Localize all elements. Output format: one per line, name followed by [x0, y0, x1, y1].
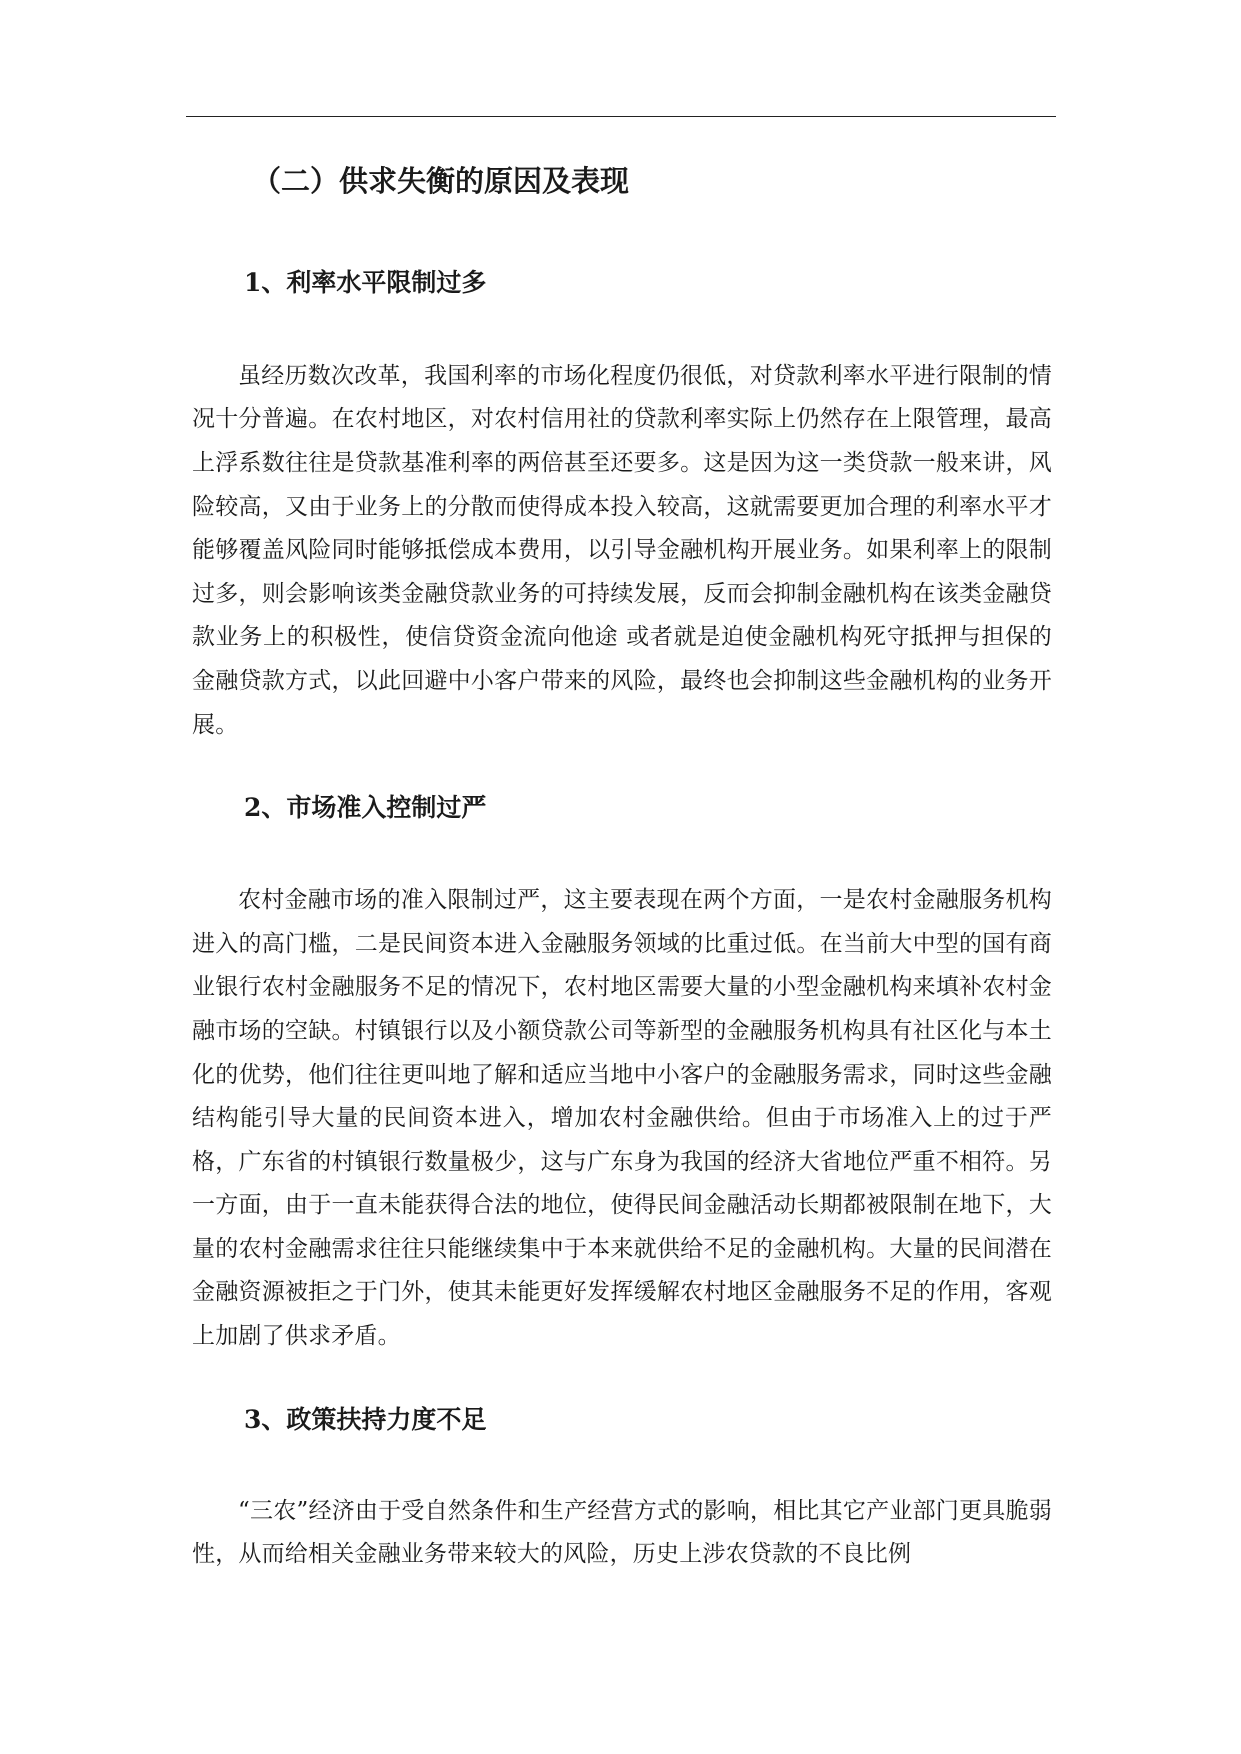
subsection-heading-1: 1、利率水平限制过多 — [244, 267, 487, 297]
page-content — [192, 146, 1052, 1577]
subsection-heading-2: 2、市场准入控制过严 — [244, 793, 487, 823]
subsection-heading-3: 3、政策扶持力度不足 — [244, 1404, 487, 1434]
subsection-body-3: “三农”经济由于受自然条件和生产经营方式的影响，相比其它产业部门更具脆弱性，从而给相关金融业务带来较大的风险，历史上涉农贷款的不良比例 — [192, 1497, 1052, 1568]
subsection-body-1: 虽经历数次改革，我国利率的市场化程度仍很低，对贷款利率水平进行限制的情况十分普遍。在农村地区，对农村信用社的贷款利率实际上仍然存在上限管理，最高上浮系数往往是贷款基准利率的两倍甚至还要多。这是因为这一类贷款一般来讲，风险较高，又由于业务上的分散而使得成本投入较高，这就需要更加合理的利率水平才能够覆盖风险同时能够抵偿成本费用，以引导金融机构开展业务。如果利率上的限制过多，则会影响该类金融贷款业务的可持续发展，反而会抑制金融机构在该类金融贷款业务上的积极性，使信贷资金流向他途 或者就是迫使金融机构死守抵押与担保的金融贷款方式，以此回避中小客户带来的风险，最终也会抑制这些金融机构的业务开展。 — [192, 362, 1052, 738]
section-title: （二）供求失衡的原因及表现 — [252, 164, 630, 198]
header-rule — [186, 116, 1056, 117]
subsection-body-2: 农村金融市场的准入限制过严，这主要表现在两个方面，一是农村金融服务机构进入的高门槛，二是民间资本进入金融服务领域的比重过低。在当前大中型的国有商业银行农村金融服务不足的情况下，农村地区需要大量的小型金融机构来填补农村金融市场的空缺。村镇银行以及小额贷款公司等新型的金融服务机构具有社区化与本土化的优势，他们往往更叫地了解和适应当地中小客户的金融服务需求，同时这些金融结构能引导大量的民间资本进入，增加农村金融供给。但由于市场准入上的过于严格，广东省的村镇银行数量极少，这与广东身为我国的经济大省地位严重不相符。另一方面，由于一直未能获得合法的地位，使得民间金融活动长期都被限制在地下，大量的农村金融需求往往只能继续集中于本来就供给不足的金融机构。大量的民间潜在金融资源被拒之于门外，使其未能更好发挥缓解农村地区金融服务不足的作用，客观上加剧了供求矛盾。 — [192, 887, 1052, 1350]
